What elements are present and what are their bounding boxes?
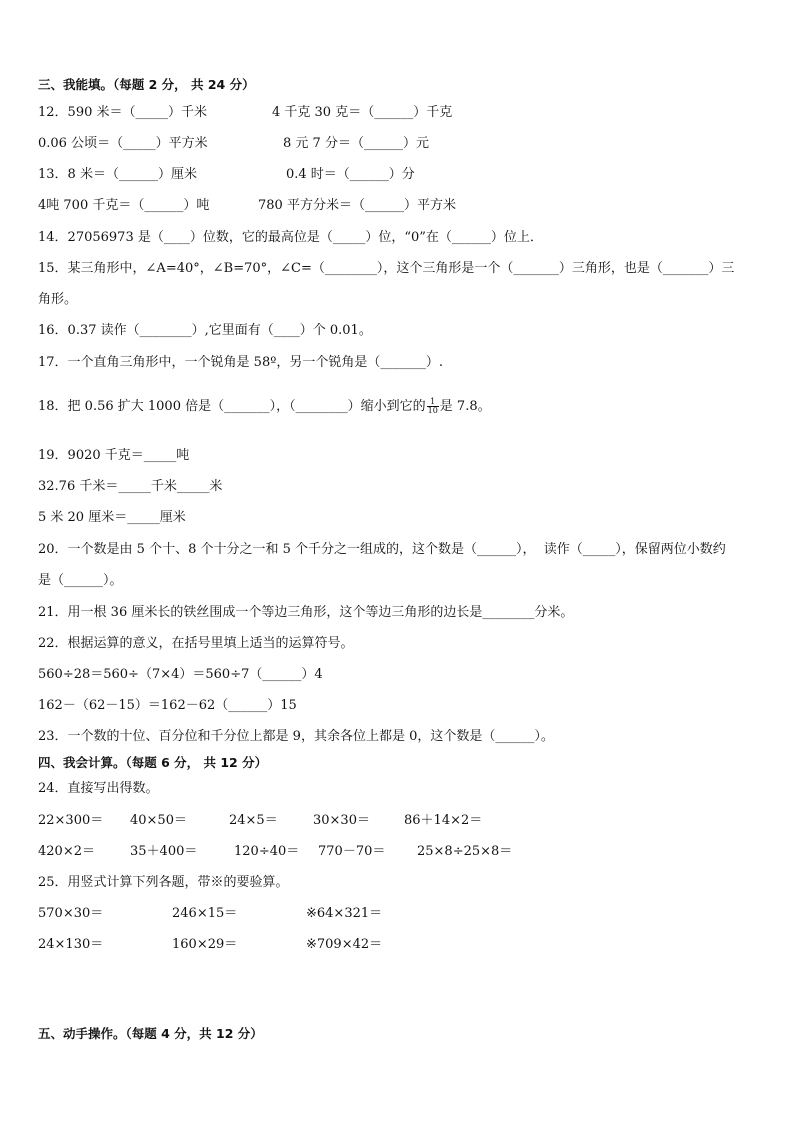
question-19-c: 5 米 20 厘米＝_____厘米 bbox=[38, 510, 186, 525]
question-22-b: 162－（62－15）＝162－62（______）15 bbox=[38, 698, 297, 713]
q13-item-c: 4吨 700 千克＝（______）吨 bbox=[38, 198, 210, 213]
fraction-numerator: 1 bbox=[427, 398, 439, 407]
q13-item-b: 0.4 时＝（______）分 bbox=[286, 167, 415, 182]
fraction-denominator: 10 bbox=[427, 406, 438, 415]
question-17: 17．一个直角三角形中，一个锐角是 58º，另一个锐角是（_______）. bbox=[38, 355, 443, 370]
question-21: 21．用一根 36 厘米长的铁丝围成一个等边三角形，这个等边三角形的边长是________分米。 bbox=[38, 605, 574, 620]
section-3-title: 三、我能填。（每题 2 分， 共 24 分） bbox=[38, 77, 255, 92]
q13-item-d: 780 平方分米＝（______）平方米 bbox=[258, 198, 456, 213]
q12-item-d: 8 元 7 分＝（______）元 bbox=[283, 136, 429, 151]
vertical-calc-item: ※709×42＝ bbox=[306, 937, 383, 952]
calc-item: 24×5＝ bbox=[229, 813, 278, 828]
question-22: 22．根据运算的意义，在括号里填上适当的运算符号。 bbox=[38, 636, 354, 651]
vertical-calc-item: 24×130＝ bbox=[38, 937, 104, 952]
question-22-a: 560÷28＝560÷（7×4）＝560÷7（______）4 bbox=[38, 667, 323, 682]
q12-item-a: 12．590 米＝（_____）千米 bbox=[38, 105, 207, 120]
q12-item-b: 4 千克 30 克＝（______）千克 bbox=[272, 105, 453, 120]
question-24: 24．直接写出得数。 bbox=[38, 781, 159, 796]
q13-item-a: 13．8 米＝（______）厘米 bbox=[38, 167, 197, 182]
question-18 bbox=[38, 398, 491, 416]
q12-item-c: 0.06 公顷＝（_____）平方米 bbox=[38, 136, 208, 151]
question-20-line1: 20．一个数是由 5 个十、8 个十分之一和 5 个千分之一组成的，这个数是（______）， 读作（_____），保留两位小数约 bbox=[38, 542, 726, 557]
calc-item: 420×2＝ bbox=[38, 844, 95, 859]
calc-item: 86＋14×2＝ bbox=[404, 813, 483, 828]
calc-item: 25×8÷25×8＝ bbox=[417, 844, 513, 859]
question-19-b: 32.76 千米＝_____千米_____米 bbox=[38, 479, 223, 494]
question-15-line1: 15．某三角形中，∠A=40°，∠B=70°，∠C=（________），这个三角形是一个（_______）三角形，也是（_______）三 bbox=[38, 261, 735, 276]
question-19-a: 19．9020 千克＝_____吨 bbox=[38, 448, 190, 463]
question-18-tail: 是 7.8。 bbox=[439, 399, 491, 414]
vertical-calc-item: 160×29＝ bbox=[172, 937, 238, 952]
calc-item: 40×50＝ bbox=[130, 813, 187, 828]
fraction-one-tenth bbox=[427, 398, 439, 415]
question-25: 25．用竖式计算下列各题，带※的要验算。 bbox=[38, 875, 289, 890]
question-18-text: 18．把 0.56 扩大 1000 倍是（_______），（________）缩小到它的 bbox=[38, 399, 426, 414]
calc-item: 120÷40＝ bbox=[234, 844, 300, 859]
calc-item: 30×30＝ bbox=[313, 813, 370, 828]
question-20-line2: 是（______）。 bbox=[38, 573, 123, 588]
vertical-calc-item: ※64×321＝ bbox=[306, 906, 383, 921]
calc-item: 22×300＝ bbox=[38, 813, 104, 828]
question-23: 23．一个数的十位、百分位和千分位上都是 9，其余各位上都是 0，这个数是（______）。 bbox=[38, 729, 554, 744]
section-4-title: 四、我会计算。（每题 6 分， 共 12 分） bbox=[38, 755, 268, 770]
question-15-line2: 角形。 bbox=[38, 292, 78, 307]
vertical-calc-item: 246×15＝ bbox=[172, 906, 238, 921]
question-16: 16．0.37 读作（________）,它里面有（____）个 0.01。 bbox=[38, 323, 372, 338]
calc-item: 35＋400＝ bbox=[130, 844, 198, 859]
calc-item: 770－70＝ bbox=[318, 844, 386, 859]
question-14: 14．27056973 是（____）位数，它的最高位是（_____）位，“0”在（______）位上． bbox=[38, 230, 543, 245]
vertical-calc-item: 570×30＝ bbox=[38, 906, 104, 921]
section-5-title: 五、动手操作。（每题 4 分，共 12 分） bbox=[38, 1026, 263, 1041]
